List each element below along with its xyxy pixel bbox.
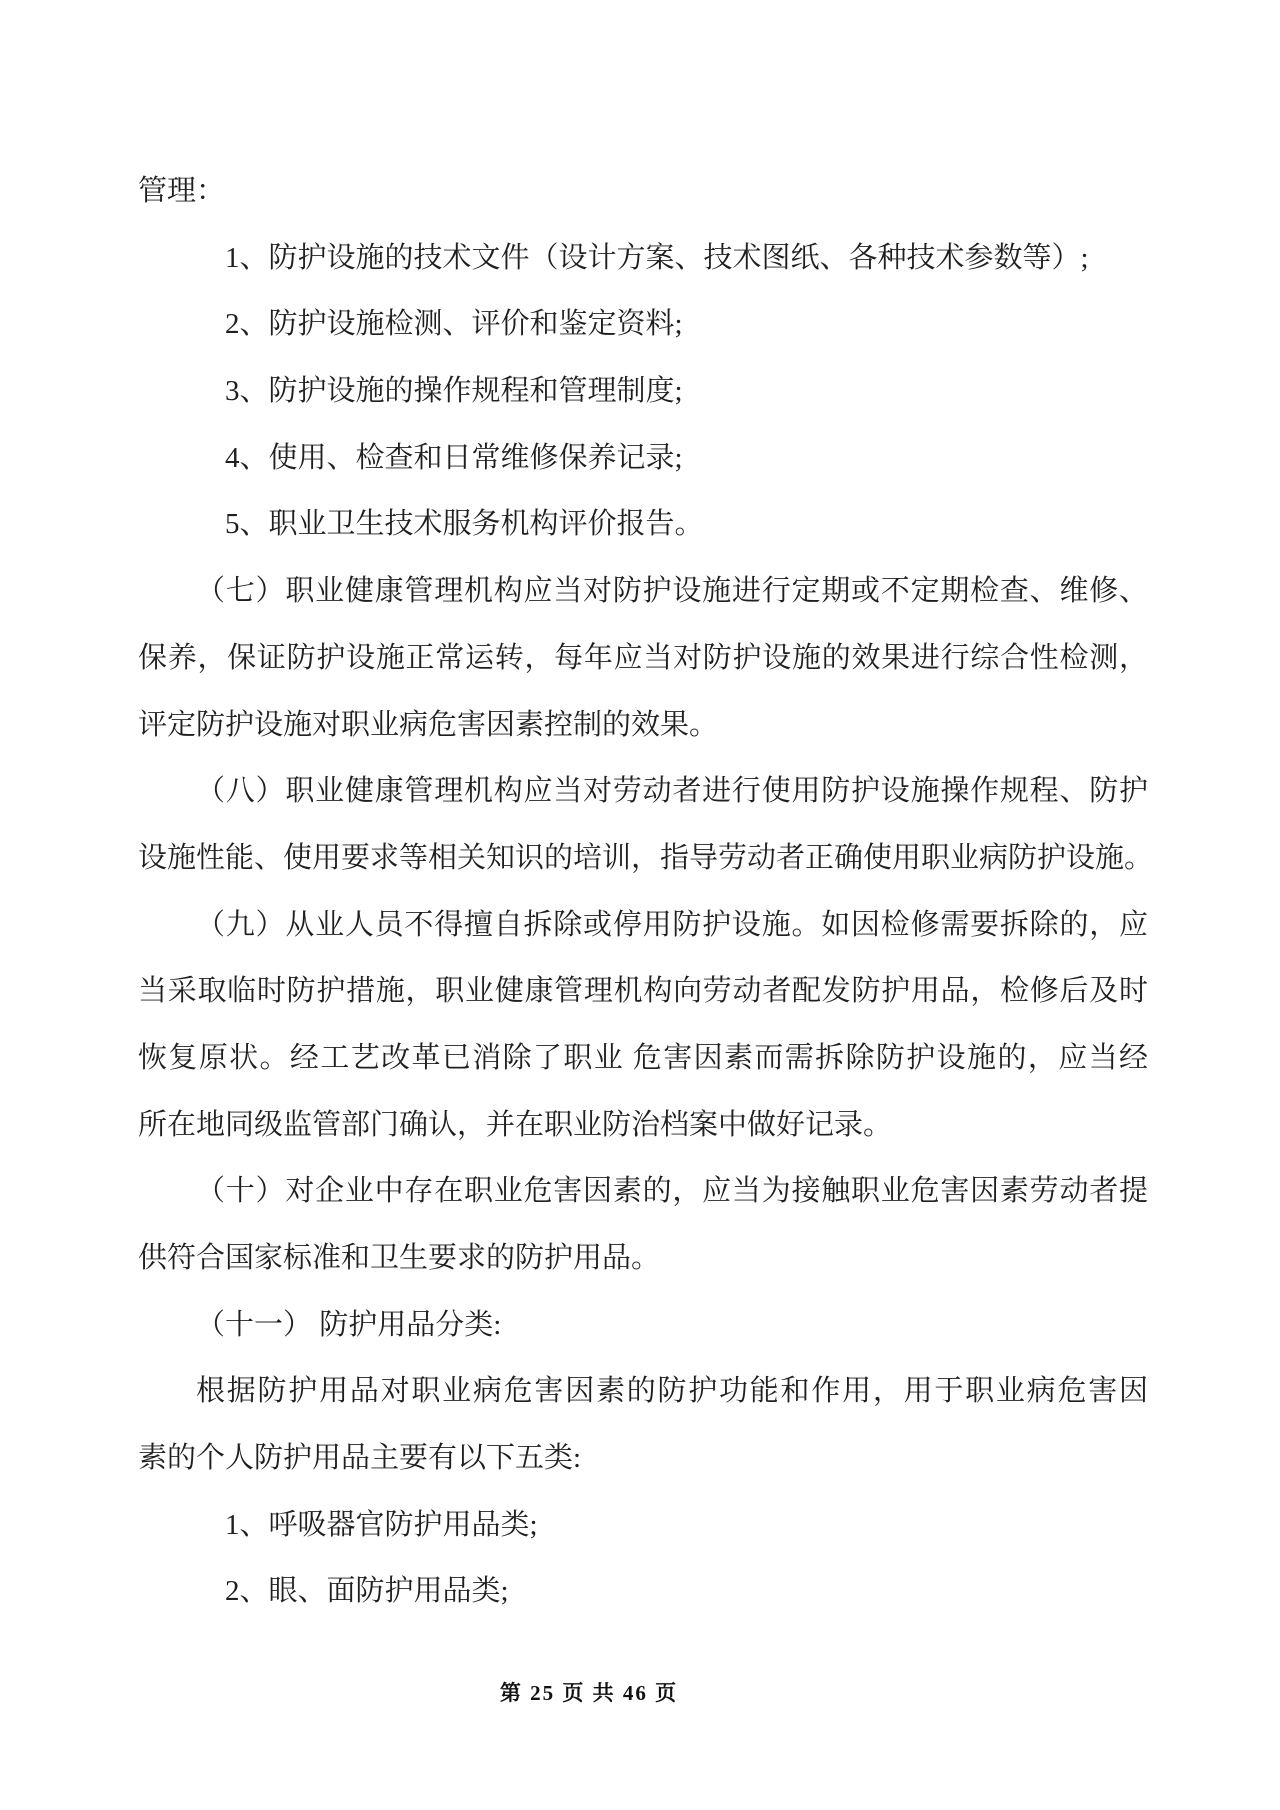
- text-line: （九）从业人员不得擅自拆除或停用防护设施。如因检修需要拆除的，应: [196, 908, 1148, 941]
- text-line: （十）对企业中存在职业危害因素的，应当为接触职业危害因素劳动者提: [196, 1175, 1148, 1208]
- text-line: 4、使用、检查和日常维修保养记录;: [225, 441, 683, 474]
- text-line: 2、防护设施检测、评价和鉴定资料;: [225, 308, 683, 341]
- text-line: 素的个人防护用品主要有以下五类:: [138, 1442, 582, 1475]
- page-footer: 第 25 页 共 46 页: [499, 1681, 679, 1705]
- text-line: 管理：: [138, 175, 226, 207]
- text-line: 所在地同级监管部门确认，并在职业防治档案中做好记录。: [138, 1108, 893, 1141]
- text-line: 根据防护用品对职业病危害因素的防护功能和作用，用于职业病危害因: [196, 1375, 1148, 1408]
- text-line: 供符合国家标准和卫生要求的防护用品。: [138, 1242, 661, 1274]
- text-line: 当采取临时防护措施，职业健康管理机构向劳动者配发防护用品，检修后及时: [138, 975, 1148, 1008]
- text-line: 设施性能、使用要求等相关知识的培训，指导劳动者正确使用职业病防护设施。: [138, 841, 1154, 874]
- text-line: （八）职业健康管理机构应当对劳动者进行使用防护设施操作规程、防护: [196, 775, 1148, 808]
- text-line: 保养，保证防护设施正常运转，每年应当对防护设施的效果进行综合性检测，: [138, 641, 1148, 674]
- text-line: 恢复原状。经工艺改革已消除了职业 危害因素而需拆除防护设施的，应当经: [138, 1041, 1148, 1074]
- text-line: 1、防护设施的技术文件（设计方案、技术图纸、各种技术参数等）;: [225, 241, 1089, 274]
- text-line: （十一） 防护用品分类:: [196, 1308, 502, 1341]
- text-line: 3、防护设施的操作规程和管理制度;: [225, 375, 683, 408]
- text-line: 1、呼吸器官防护用品类;: [225, 1508, 538, 1541]
- document-body: [138, 158, 1154, 1625]
- text-line: （七）职业健康管理机构应当对防护设施进行定期或不定期检查、维修、: [196, 575, 1148, 608]
- text-line: 2、眼、面防护用品类;: [225, 1575, 509, 1608]
- text-line: 评定防护设施对职业病危害因素控制的效果。: [138, 708, 719, 741]
- text-line: 5、职业卫生技术服务机构评价报告。: [225, 508, 704, 541]
